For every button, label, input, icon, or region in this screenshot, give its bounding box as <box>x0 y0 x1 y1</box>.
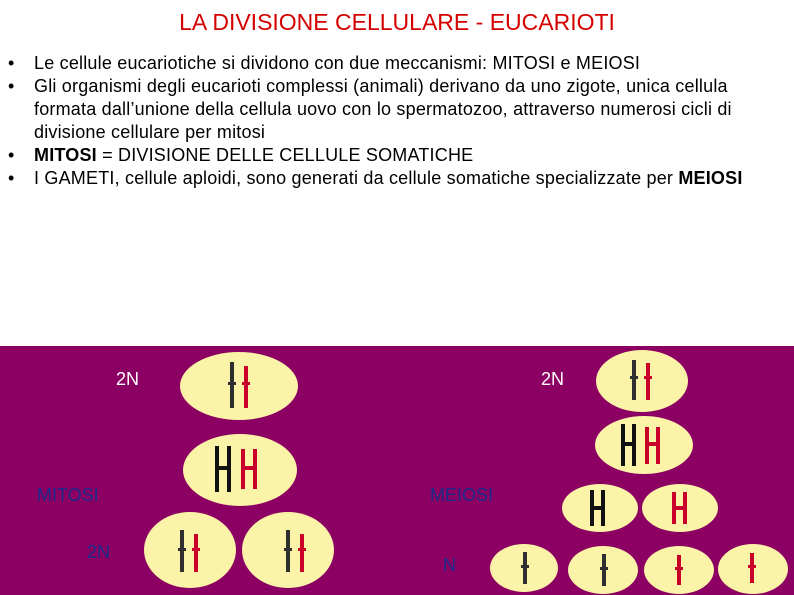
meiosis-i-daughter-cell <box>562 484 638 532</box>
meiosis-label: MEIOSI <box>430 485 494 505</box>
meiosis-parent-ploidy-label: 2N <box>541 369 565 389</box>
mitosis-daughter-ploidy-label: 2N <box>87 542 111 562</box>
chromosome-icon <box>748 553 756 583</box>
page-title: LA DIVISIONE CELLULARE - EUCARIOTI <box>179 9 615 35</box>
meiosis-parent-cell <box>596 350 688 412</box>
chromosome-pair-icon <box>284 530 308 572</box>
chromosome-pair-icon <box>630 360 654 400</box>
chromosome-pair-icon <box>178 530 202 572</box>
gamete-cell <box>644 546 714 594</box>
mitosis-daughter-cell <box>144 512 236 588</box>
gamete-cell <box>718 544 788 594</box>
chromosome-icon <box>521 552 529 584</box>
gamete-cell <box>490 544 558 592</box>
meiosis-gamete-ploidy-label: N <box>443 555 456 575</box>
bullet-list <box>8 52 792 190</box>
cell-division-diagram <box>0 346 794 595</box>
mitosis-parent-ploidy-label: 2N <box>116 369 140 389</box>
bullet-item: • Gli organismi degli eucarioti complessi (animali) derivano da uno zigote, unica cellula formata dall’unione della cellula uovo con lo spermatozoo, attraverso numerosi cicli di divisione cellulare per mitosi <box>8 75 792 144</box>
chromosome-icon <box>600 554 608 586</box>
meiosis-i-daughter-cell <box>642 484 718 532</box>
duplicated-chromosomes-icon <box>215 446 261 492</box>
chromosome-pair-icon <box>228 362 252 408</box>
mitosis-daughter-cell <box>242 512 334 588</box>
bullet-item: • MITOSI = DIVISIONE DELLE CELLULE SOMATICHE <box>8 144 792 167</box>
bullet-item: • I GAMETI, cellule aploidi, sono generati da cellule somatiche specializzate per MEIOSI <box>8 167 792 190</box>
bullet-item: • Le cellule eucariotiche si dividono con due meccanismi: MITOSI e MEIOSI <box>8 52 792 75</box>
duplicated-chromosomes-icon <box>621 424 663 466</box>
mitosis-parent-cell <box>180 352 298 420</box>
meiosis-replicated-cell <box>595 416 693 474</box>
mitosis-replicated-cell <box>183 434 297 506</box>
chromosome-icon <box>675 555 683 585</box>
mitosis-label: MITOSI <box>37 485 99 505</box>
gamete-cell <box>568 546 638 594</box>
duplicated-chromosome-icon <box>672 490 688 526</box>
duplicated-chromosome-icon <box>590 490 606 526</box>
